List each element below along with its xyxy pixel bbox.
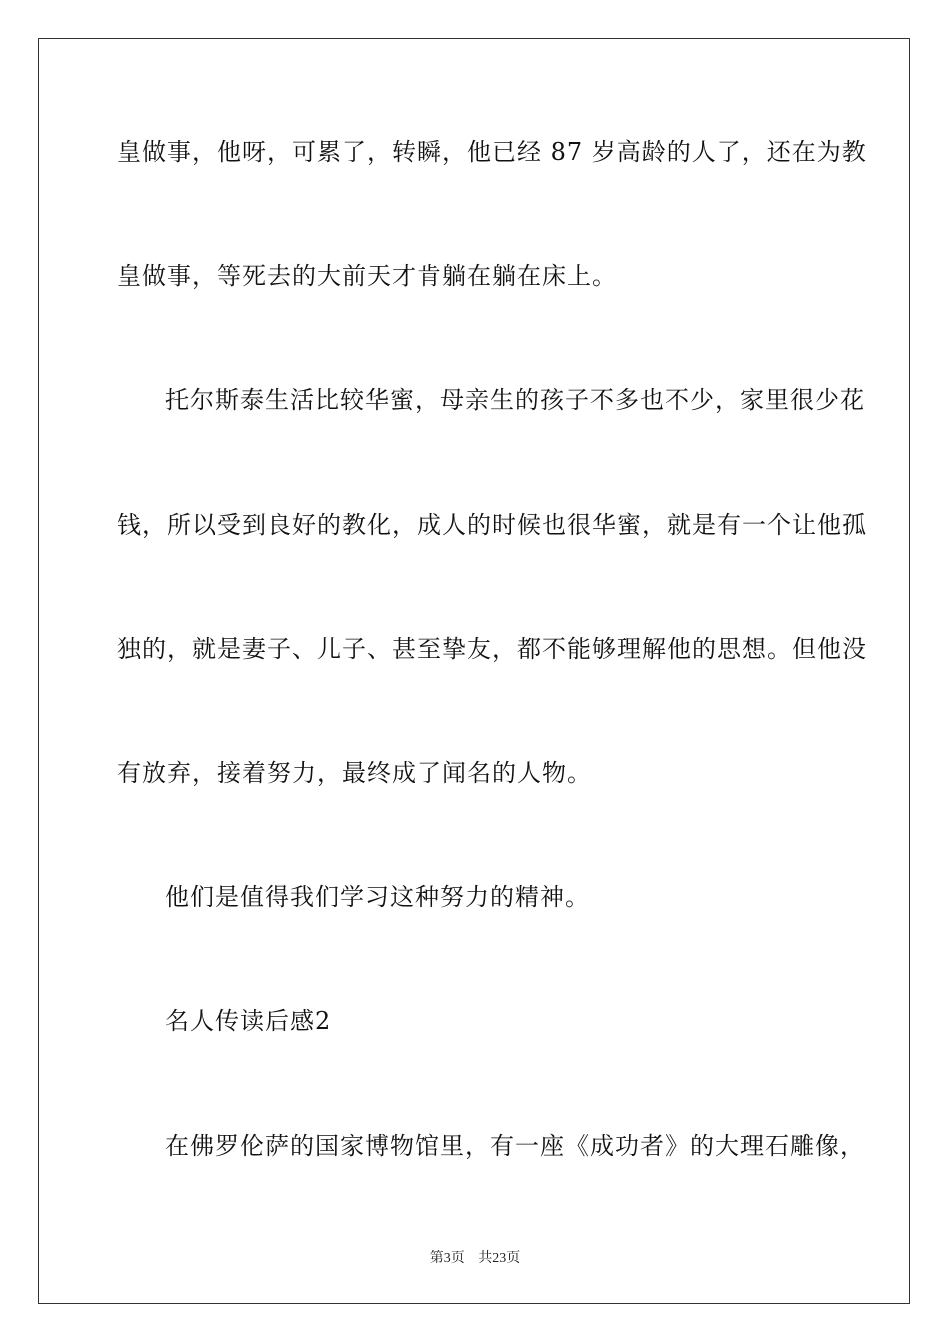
- text-line-6: 有放弃，接着努力，最终成了闻名的人物。: [117, 759, 592, 787]
- page-number: 第3页: [429, 1251, 465, 1266]
- text-line-3: 托尔斯泰生活比较华蜜，母亲生的孩子不多也不少，家里很少花: [165, 386, 865, 414]
- page-footer: [0, 1247, 950, 1267]
- text-line-7: 他们是值得我们学习这种努力的精神。: [165, 883, 590, 911]
- text-line-9: 在佛罗伦萨的国家博物馆里，有一座《成功者》的大理石雕像，: [165, 1132, 865, 1160]
- page-border: [38, 38, 910, 1304]
- text-line-2: 皇做事，等死去的大前天才肯躺在躺在床上。: [117, 262, 617, 290]
- text-line-1: 皇做事，他呀，可累了，转瞬，他已经 87 岁高龄的人了，还在为教: [117, 138, 867, 166]
- section-heading: 名人传读后感2: [165, 1007, 332, 1035]
- text-line-4: 钱，所以受到良好的教化，成人的时候也很华蜜，就是有一个让他孤: [117, 511, 867, 539]
- text-line-5: 独的，就是妻子、儿子、甚至挚友，都不能够理解他的思想。但他没: [117, 635, 867, 663]
- page-total: 共23页: [478, 1251, 521, 1266]
